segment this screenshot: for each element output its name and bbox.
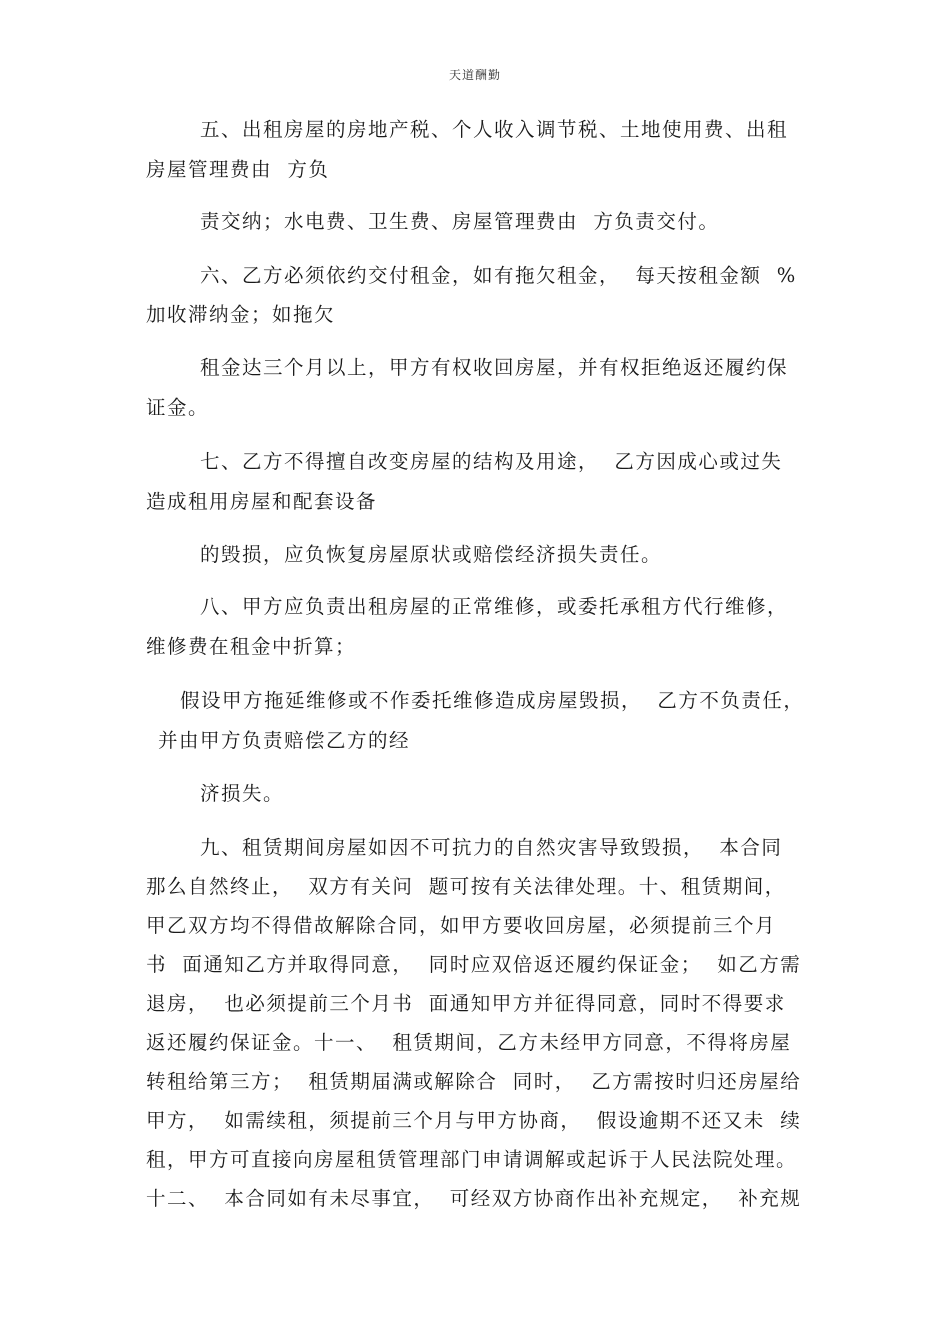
paragraph-line: 九、租赁期间房屋如因不可抗力的自然灾害导致毁损， 本合同 <box>200 836 783 859</box>
paragraph-line: 假设甲方拖延维修或不作委托维修造成房屋毁损， 乙方不负责任， <box>180 689 805 712</box>
paragraph-line: 五、出租房屋的房地产税、个人收入调节税、土地使用费、出租 <box>200 118 789 141</box>
paragraph-line: 十二、 本合同如有未尽事宜， 可经双方协商作出补充规定， 补充规 <box>146 1187 802 1210</box>
paragraph-line: 退房， 也必须提前三个月书 面通知甲方并征得同意，同时不得要求 <box>146 992 786 1015</box>
paragraph-line: 返还履约保证金。十一、 租赁期间，乙方未经甲方同意，不得将房屋 <box>146 1031 792 1054</box>
paragraph-line: 甲方， 如需续租，须提前三个月与甲方协商， 假设逾期不还又未 续 <box>146 1109 802 1132</box>
paragraph-line: 六、乙方必须依约交付租金，如有拖欠租金， 每天按租金额 % <box>200 264 797 287</box>
paragraph-line: 的毁损，应负恢复房屋原状或赔偿经济损失责任。 <box>200 543 663 566</box>
paragraph-line: 济损失。 <box>200 782 285 805</box>
paragraph-line: 加收滞纳金；如拖欠 <box>146 303 336 326</box>
page-header: 天道酬勤 <box>448 68 501 82</box>
paragraph-line: 书 面通知乙方并取得同意， 同时应双倍返还履约保证金； 如乙方需 <box>146 953 802 976</box>
paragraph-line: 八、甲方应负责出租房屋的正常维修，或委托承租方代行维修， <box>200 595 789 618</box>
paragraph-line: 证金。 <box>146 396 210 419</box>
paragraph-line: 七、乙方不得擅自改变房屋的结构及用途， 乙方因成心或过失 <box>200 450 783 473</box>
paragraph-line: 并由甲方负责赔偿乙方的经 <box>158 729 411 752</box>
paragraph-line: 责交纳；水电费、卫生费、房屋管理费由 方负责交付。 <box>200 210 720 233</box>
paragraph-line: 租，甲方可直接向房屋租赁管理部门申请调解或起诉于人民法院处理。 <box>146 1148 798 1171</box>
paragraph-line: 房屋管理费由 方负 <box>146 158 330 181</box>
paragraph-line: 造成租用房屋和配套设备 <box>146 490 378 513</box>
paragraph-line: 那么自然终止， 双方有关问 题可按有关法律处理。十、租赁期间， <box>146 875 786 898</box>
paragraph-line: 转租给第三方； 租赁期届满或解除合 同时， 乙方需按时归还房屋给 <box>146 1070 802 1093</box>
paragraph-line: 甲乙双方均不得借故解除合同，如甲方要收回房屋，必须提前三个月 <box>146 914 777 937</box>
paragraph-line: 维修费在租金中折算； <box>146 635 357 658</box>
paragraph-line: 租金达三个月以上，甲方有权收回房屋，并有权拒绝返还履约保 <box>200 356 789 379</box>
